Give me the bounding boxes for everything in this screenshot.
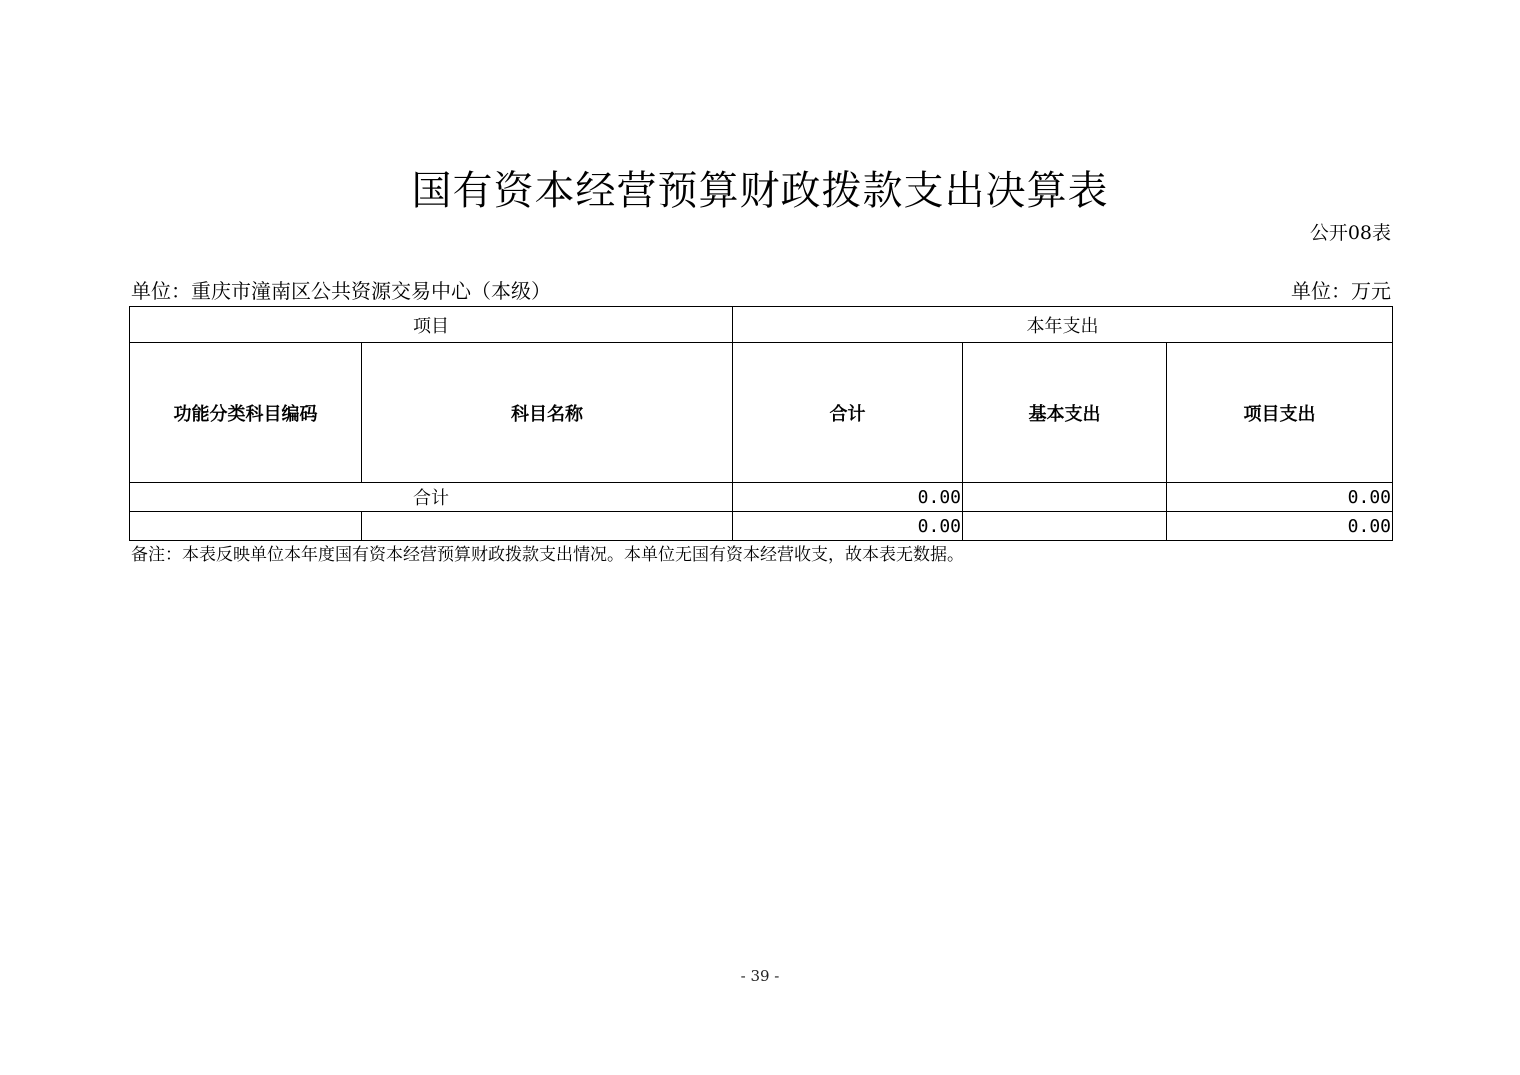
header-basic-expense: 基本支出 (963, 343, 1167, 483)
reporting-unit: 单位：重庆市潼南区公共资源交易中心（本级） (131, 279, 551, 303)
total-row-label: 合计 (130, 483, 733, 512)
total-row-total: 0.00 (733, 483, 963, 512)
row-basic-expense (963, 512, 1167, 541)
row-function-code (130, 512, 362, 541)
total-row-basic-expense (963, 483, 1167, 512)
header-current-year-expense: 本年支出 (733, 307, 1393, 343)
header-total: 合计 (733, 343, 963, 483)
table-row (130, 512, 1393, 541)
row-total: 0.00 (733, 512, 963, 541)
form-code: 公开08表 (1309, 222, 1391, 244)
table-header-columns-row (130, 343, 1393, 483)
table-header-group-row (130, 307, 1393, 343)
row-project-expense: 0.00 (1167, 512, 1393, 541)
header-item: 项目 (130, 307, 733, 343)
budget-expense-table (129, 306, 1393, 541)
currency-unit: 单位：万元 (1291, 279, 1391, 303)
header-project-expense: 项目支出 (1167, 343, 1393, 483)
row-subject-name (362, 512, 733, 541)
header-function-code: 功能分类科目编码 (130, 343, 362, 483)
total-row-project-expense: 0.00 (1167, 483, 1393, 512)
header-subject-name: 科目名称 (362, 343, 733, 483)
table-total-row (130, 483, 1393, 512)
document-title: 国有资本经营预算财政拨款支出决算表 (411, 168, 1109, 214)
page-number: - 39 - (740, 967, 780, 985)
table-note: 备注：本表反映单位本年度国有资本经营预算财政拨款支出情况。本单位无国有资本经营收支，故本表无数据。 (131, 545, 964, 565)
